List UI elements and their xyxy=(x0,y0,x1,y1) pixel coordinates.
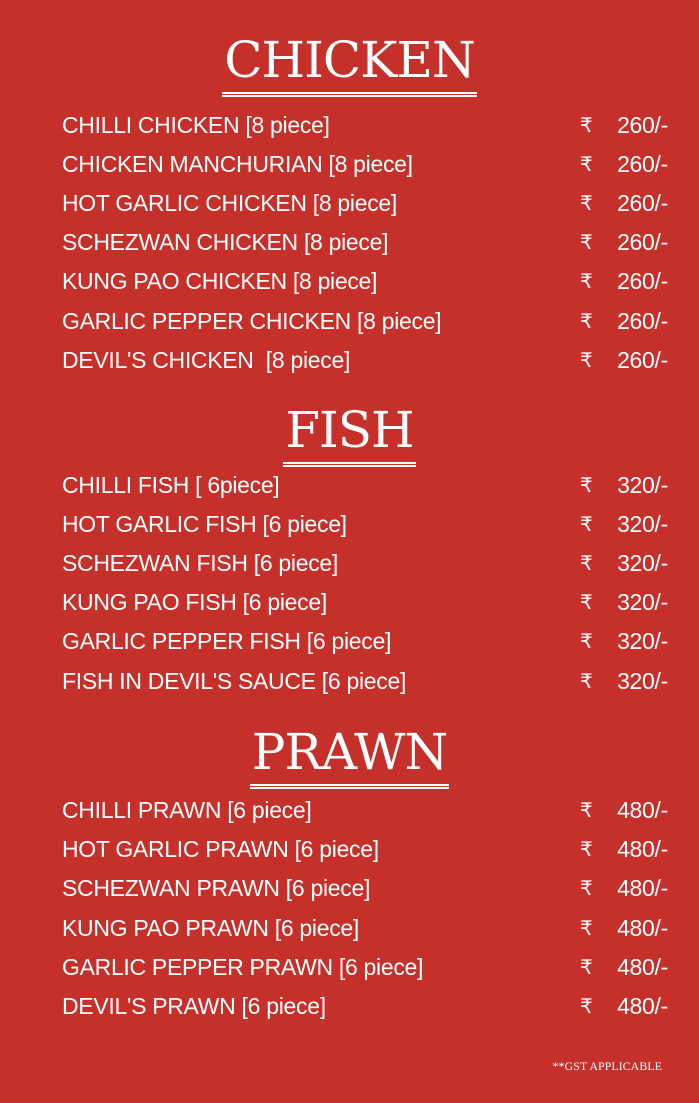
menu-item xyxy=(62,794,668,826)
item-name: KUNG PAO CHICKEN [8 piece] xyxy=(62,268,378,294)
item-price: 480/- xyxy=(617,915,668,941)
section-title-prawn xyxy=(0,724,699,789)
rupee-icon: ₹ xyxy=(580,309,593,333)
rupee-icon: ₹ xyxy=(580,590,593,614)
item-name: HOT GARLIC FISH [6 piece] xyxy=(62,511,347,537)
menu-item xyxy=(62,547,668,579)
item-name: CHILLI FISH [ 6piece] xyxy=(62,472,280,498)
section-title-chicken xyxy=(0,32,699,97)
item-price: 320/- xyxy=(617,550,668,576)
rupee-icon: ₹ xyxy=(580,955,593,979)
menu-item xyxy=(62,990,668,1022)
item-price: 320/- xyxy=(617,472,668,498)
section-title-prawn-text: PRAWN xyxy=(250,724,450,789)
rupee-icon: ₹ xyxy=(580,551,593,575)
menu-item xyxy=(62,344,668,376)
section-title-fish-text: FISH xyxy=(283,402,415,467)
item-name: CHILLI PRAWN [6 piece] xyxy=(62,797,312,823)
item-price: 320/- xyxy=(617,589,668,615)
item-name: SCHEZWAN FISH [6 piece] xyxy=(62,550,338,576)
item-price: 480/- xyxy=(617,836,668,862)
menu-item xyxy=(62,665,668,697)
rupee-icon: ₹ xyxy=(580,113,593,137)
rupee-icon: ₹ xyxy=(580,916,593,940)
item-name: GARLIC PEPPER PRAWN [6 piece] xyxy=(62,954,424,980)
item-price: 480/- xyxy=(617,993,668,1019)
menu-item xyxy=(62,833,668,865)
item-name: CHILLI CHICKEN [8 piece] xyxy=(62,112,330,138)
item-price: 480/- xyxy=(617,875,668,901)
rupee-icon: ₹ xyxy=(580,798,593,822)
rupee-icon: ₹ xyxy=(580,348,593,372)
menu-item xyxy=(62,265,668,297)
item-name: GARLIC PEPPER CHICKEN [8 piece] xyxy=(62,308,442,334)
rupee-icon: ₹ xyxy=(580,152,593,176)
item-price: 260/- xyxy=(617,347,668,373)
item-price: 260/- xyxy=(617,308,668,334)
rupee-icon: ₹ xyxy=(580,473,593,497)
menu-item xyxy=(62,187,668,219)
item-price: 260/- xyxy=(617,229,668,255)
item-price: 320/- xyxy=(617,628,668,654)
gst-footnote: **GST APPLICABLE xyxy=(552,1059,662,1073)
item-name: DEVIL'S PRAWN [6 piece] xyxy=(62,993,326,1019)
item-price: 260/- xyxy=(617,151,668,177)
menu-item xyxy=(62,951,668,983)
menu-item xyxy=(62,305,668,337)
item-price: 260/- xyxy=(617,190,668,216)
item-name: KUNG PAO FISH [6 piece] xyxy=(62,589,327,615)
item-name: SCHEZWAN PRAWN [6 piece] xyxy=(62,875,371,901)
item-price: 320/- xyxy=(617,511,668,537)
rupee-icon: ₹ xyxy=(580,512,593,536)
item-price: 260/- xyxy=(617,112,668,138)
rupee-icon: ₹ xyxy=(580,629,593,653)
menu-item xyxy=(62,469,668,501)
menu-item xyxy=(62,872,668,904)
rupee-icon: ₹ xyxy=(580,876,593,900)
rupee-icon: ₹ xyxy=(580,269,593,293)
item-name: KUNG PAO PRAWN [6 piece] xyxy=(62,915,359,941)
item-name: HOT GARLIC PRAWN [6 piece] xyxy=(62,836,379,862)
menu-item xyxy=(62,226,668,258)
item-price: 480/- xyxy=(617,797,668,823)
item-price: 480/- xyxy=(617,954,668,980)
item-price: 260/- xyxy=(617,268,668,294)
menu-item xyxy=(62,109,668,141)
item-name: GARLIC PEPPER FISH [6 piece] xyxy=(62,628,392,654)
item-name: FISH IN DEVIL'S SAUCE [6 piece] xyxy=(62,668,407,694)
rupee-icon: ₹ xyxy=(580,230,593,254)
menu-item xyxy=(62,148,668,180)
menu-item xyxy=(62,625,668,657)
item-name: DEVIL'S CHICKEN [8 piece] xyxy=(62,347,351,373)
item-price: 320/- xyxy=(617,668,668,694)
item-name: SCHEZWAN CHICKEN [8 piece] xyxy=(62,229,389,255)
rupee-icon: ₹ xyxy=(580,191,593,215)
menu-item xyxy=(62,912,668,944)
menu-item xyxy=(62,508,668,540)
rupee-icon: ₹ xyxy=(580,669,593,693)
item-name: CHICKEN MANCHURIAN [8 piece] xyxy=(62,151,413,177)
rupee-icon: ₹ xyxy=(580,837,593,861)
rupee-icon: ₹ xyxy=(580,994,593,1018)
item-name: HOT GARLIC CHICKEN [8 piece] xyxy=(62,190,397,216)
section-title-chicken-text: CHICKEN xyxy=(222,32,476,97)
menu-item xyxy=(62,586,668,618)
section-title-fish xyxy=(0,402,699,467)
